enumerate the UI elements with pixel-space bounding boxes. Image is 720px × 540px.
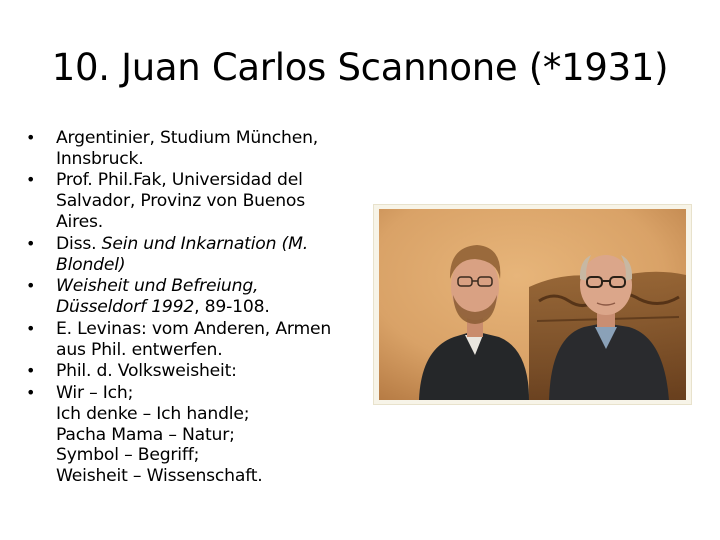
bullet-text-italic: Weisheit und Befreiung,	[56, 276, 259, 297]
bullet-text-line: Phil. d. Volksweisheit:	[56, 361, 237, 382]
bullet-dot: •	[26, 233, 36, 253]
bullet-text-plain: , 89-108.	[194, 297, 270, 318]
bullet-dot: •	[26, 382, 36, 402]
bullet-dot: •	[26, 128, 36, 147]
slide-title: 10. Juan Carlos Scannone (*1931)	[51, 46, 669, 89]
portrait-photo	[379, 209, 686, 400]
bullet-dot: •	[26, 361, 36, 381]
bullet-text-line: Innsbruck.	[56, 148, 144, 169]
bullet-list	[26, 128, 371, 488]
bullet-text-line: Symbol – Begriff;	[56, 445, 200, 466]
bullet-dot: •	[26, 276, 36, 296]
bullet-text-line: Salvador, Provinz von Buenos	[56, 191, 305, 212]
bullet-item	[26, 276, 371, 318]
bullet-item	[26, 383, 371, 487]
bullet-text-line: aus Phil. entwerfen.	[56, 339, 223, 360]
bullet-text-line: Argentinier, Studium München,	[56, 128, 319, 148]
photo-frame	[374, 205, 691, 404]
bullet-text-line: Pacha Mama – Natur;	[56, 424, 235, 445]
bullet-text-italic: Düsseldorf 1992	[56, 297, 195, 318]
bullet-text-line: Ich denke – Ich handle;	[56, 403, 250, 424]
bullet-item	[26, 361, 371, 382]
bullet-text-plain: Diss.	[56, 233, 102, 254]
bullet-item	[26, 128, 371, 170]
bullet-item	[26, 170, 371, 232]
bullet-text-italic: Blondel)	[56, 254, 126, 275]
bullet-text-italic: Sein und Inkarnation (M.	[101, 233, 308, 254]
bullet-dot: •	[26, 170, 36, 190]
bullet-text-line	[56, 234, 371, 255]
bullet-text-line: Aires.	[56, 212, 104, 233]
bullet-dot: •	[26, 318, 36, 338]
bullet-item	[26, 319, 371, 361]
bullet-text-line: Wir – Ich;	[56, 382, 134, 403]
bullet-text-line: E. Levinas: vom Anderen, Armen	[56, 318, 332, 339]
bullet-text-line	[56, 297, 371, 318]
bullet-text-line: Prof. Phil.Fak, Universidad del	[56, 170, 303, 191]
bullet-text-line: Weisheit – Wissenschaft.	[56, 466, 263, 487]
bullet-item	[26, 234, 371, 276]
